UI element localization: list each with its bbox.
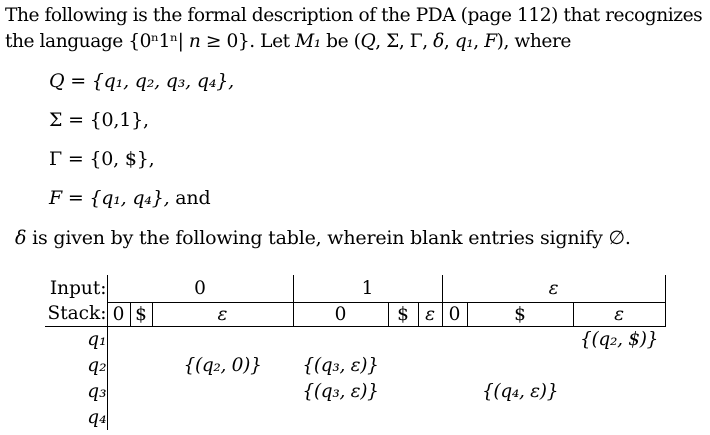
delta-cell	[442, 378, 467, 404]
delta-cell: {(q₃, ε)}	[302, 354, 379, 376]
input-group-0: 0	[107, 275, 293, 302]
math-var-n: n	[188, 31, 201, 52]
delta-cell	[388, 326, 418, 352]
delta-cell	[152, 378, 293, 404]
def-equals: =	[61, 148, 90, 170]
delta-cell	[130, 378, 152, 404]
transition-table	[45, 275, 666, 430]
stack-symbol: 0	[293, 302, 388, 326]
input-group-epsilon: ε	[442, 275, 665, 302]
math-var-delta: δ	[15, 227, 27, 249]
text-segment: ,	[473, 31, 485, 52]
stack-symbol: 0	[107, 302, 130, 326]
state-label: q₄	[45, 404, 107, 430]
text-segment: ,	[443, 31, 455, 52]
definition-stack-alphabet	[49, 148, 154, 170]
def-equals: =	[64, 70, 92, 92]
table-row-q4	[45, 404, 665, 430]
delta-cell	[130, 326, 152, 352]
def-rhs: {q₁, q₄},	[89, 187, 170, 209]
text-segment: ), where	[496, 31, 571, 52]
def-lhs: Σ	[49, 109, 63, 131]
delta-cell	[442, 326, 467, 352]
def-rhs: {0, $},	[89, 148, 155, 170]
delta-cell	[130, 352, 152, 378]
delta-cell	[418, 326, 442, 352]
input-row-label: Input:	[45, 275, 107, 302]
math-var-q1: q₁	[454, 31, 474, 52]
math-var-delta: δ	[433, 31, 444, 52]
delta-cell	[293, 326, 388, 352]
delta-cell	[573, 404, 665, 430]
math-var-m1: M₁	[295, 31, 321, 52]
delta-cell	[293, 404, 388, 430]
intro-line-1: The following is the formal description of the PDA (page 112) that recognizes	[5, 5, 703, 26]
delta-cell	[107, 404, 130, 430]
def-lhs: Γ	[49, 148, 62, 170]
input-header-row	[45, 275, 665, 302]
delta-cell	[152, 326, 293, 352]
text-segment: ≥ 0}. Let	[200, 31, 296, 52]
delta-cell	[442, 352, 467, 378]
state-label: q₂	[45, 352, 107, 378]
delta-cell: {(q₄, ε)}	[481, 380, 559, 402]
state-label: q₁	[45, 326, 107, 352]
text-segment: be (	[320, 31, 361, 52]
delta-cell: {(q₃, ε)}	[302, 380, 379, 402]
stack-row-label: Stack:	[45, 302, 107, 326]
delta-cell	[573, 352, 665, 378]
stack-symbol: $	[130, 302, 152, 326]
def-lhs: F	[49, 187, 62, 209]
stack-symbol-epsilon: ε	[573, 302, 665, 326]
def-equals: =	[62, 109, 90, 131]
definition-accept-states	[49, 187, 210, 209]
delta-cell	[573, 378, 665, 404]
delta-cell	[442, 404, 467, 430]
text-segment: the language {0ⁿ1ⁿ|	[5, 31, 189, 52]
math-var-f: F	[484, 31, 497, 52]
def-suffix: and	[169, 187, 211, 209]
delta-cell	[107, 378, 130, 404]
delta-cell	[130, 404, 152, 430]
stack-symbol: $	[467, 302, 573, 326]
definition-states	[49, 70, 234, 92]
def-rhs: {0,1},	[89, 109, 149, 131]
delta-cell	[388, 378, 418, 404]
table-row-q1	[45, 326, 665, 352]
stack-symbol-epsilon: ε	[418, 302, 442, 326]
intro-line-2	[5, 29, 702, 55]
def-rhs: {q₁, q₂, q₃, q₄},	[91, 70, 234, 92]
stack-symbol-epsilon: ε	[152, 302, 293, 326]
delta-cell	[418, 352, 442, 378]
text-segment: is given by the following table, wherein blank entries signify ∅.	[26, 227, 631, 249]
delta-cell	[388, 404, 418, 430]
stack-symbol: $	[388, 302, 418, 326]
delta-cell	[388, 352, 418, 378]
delta-cell	[418, 378, 442, 404]
state-label: q₃	[45, 378, 107, 404]
def-lhs: Q	[49, 70, 65, 92]
table-row-q2	[45, 352, 665, 378]
delta-cell: {(q₂, $)}	[580, 328, 659, 350]
definition-alphabet	[49, 109, 149, 131]
delta-cell: {(q₂, 0)}	[183, 354, 262, 376]
delta-cell	[418, 404, 442, 430]
stack-header-row	[45, 302, 665, 326]
text-segment: , Σ, Γ,	[375, 31, 434, 52]
delta-cell	[152, 404, 293, 430]
delta-cell	[467, 404, 573, 430]
delta-sentence	[15, 227, 631, 249]
delta-cell	[467, 326, 573, 352]
stack-symbol: 0	[442, 302, 467, 326]
math-var-q: Q	[360, 31, 376, 52]
table-row-q3	[45, 378, 665, 404]
delta-cell	[107, 326, 130, 352]
intro-paragraph	[5, 3, 702, 55]
input-group-1: 1	[293, 275, 442, 302]
delta-cell	[107, 352, 130, 378]
def-equals: =	[61, 187, 90, 209]
delta-cell	[467, 352, 573, 378]
